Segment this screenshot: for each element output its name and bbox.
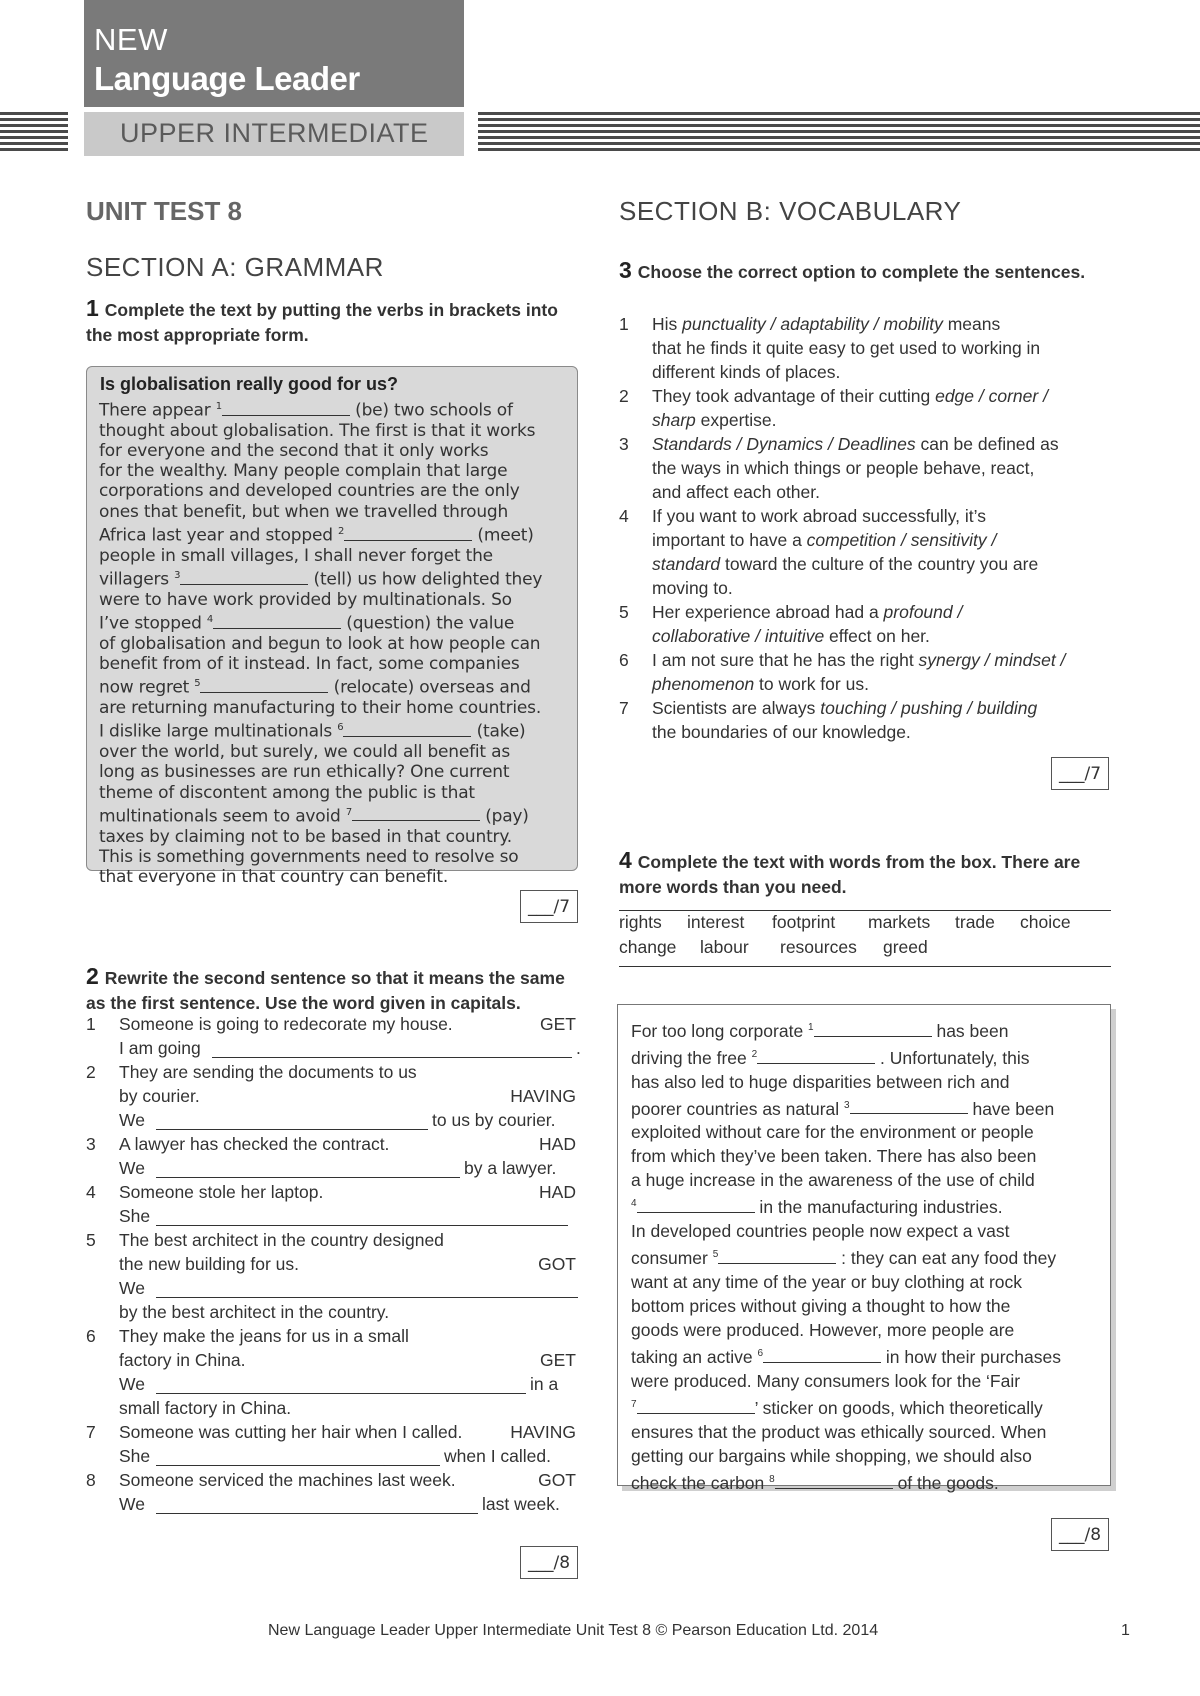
- rewrite-start: We: [119, 1278, 145, 1298]
- text-segment: This is something governments need to resolve so: [99, 846, 519, 867]
- gap-blank[interactable]: [757, 1049, 875, 1064]
- brand-new: NEW: [94, 22, 168, 57]
- text-segment: for everyone and the second that it only works: [99, 441, 489, 462]
- text-line: [99, 827, 574, 847]
- text-segment: were to have work provided by multinationals. So: [99, 589, 512, 610]
- answer-line[interactable]: [156, 1393, 526, 1394]
- text-segment: multinationals seem to avoid: [99, 806, 346, 827]
- text-segment: that everyone in that country can benefit.: [99, 867, 449, 888]
- text-segment: theme of discontent among the public is that: [99, 782, 475, 803]
- text-segment: thought about globalisation. The first is that it works: [99, 420, 536, 441]
- rewrite-end: in a: [530, 1374, 559, 1394]
- level-label: UPPER INTERMEDIATE: [120, 118, 429, 148]
- word-option: trade: [955, 912, 995, 932]
- footer-copyright: New Language Leader Upper Intermediate Unit Test 8 © Pearson Education Ltd. 2014: [268, 1622, 879, 1639]
- item-number: 1: [86, 1014, 96, 1034]
- text-segment: toward the culture of the country you are: [720, 554, 1039, 574]
- text-segment: can be defined as: [915, 434, 1059, 454]
- exercise-1-score[interactable]: ___/7: [520, 890, 578, 923]
- text-segment: If you want to work abroad successfully, it’s: [652, 506, 986, 526]
- sentence-line: [652, 336, 1040, 360]
- sentence-line: [652, 624, 930, 648]
- item-number: 2: [619, 386, 629, 406]
- text-segment: and affect each other.: [652, 482, 821, 502]
- rewrite-start: We: [119, 1494, 145, 1514]
- keyword: HAD: [539, 1134, 576, 1154]
- text-segment: to work for us.: [754, 674, 869, 694]
- text-line: [99, 867, 574, 887]
- text-line: [631, 1468, 1101, 1495]
- rewrite-start: We: [119, 1158, 145, 1178]
- text-line: [99, 654, 574, 674]
- text-segment: (question) the value: [341, 613, 515, 634]
- text-line: [99, 718, 574, 742]
- text-segment: Scientists are always: [652, 698, 821, 718]
- text-line: [631, 1192, 1101, 1219]
- sentence-line: [652, 720, 911, 744]
- original-sentence: Someone is going to redecorate my house.: [119, 1014, 453, 1034]
- sentence-line: [652, 432, 1059, 456]
- text-line: [99, 522, 574, 546]
- text-segment: For too long corporate: [631, 1020, 809, 1041]
- answer-line[interactable]: [156, 1465, 440, 1466]
- text-line: [631, 1120, 1101, 1144]
- rewrite-end: last week.: [482, 1494, 560, 1514]
- sentence-line: [652, 384, 1048, 408]
- text-segment: (take): [471, 721, 526, 742]
- text-line: [99, 783, 574, 803]
- original-sentence: Someone was cutting her hair when I called.: [119, 1422, 463, 1442]
- word-option: choice: [1020, 912, 1071, 932]
- option-choices[interactable]: sharp: [652, 410, 696, 430]
- item-number: 5: [86, 1230, 96, 1250]
- item-number: 3: [86, 1134, 96, 1154]
- rewrite-start: We: [119, 1110, 145, 1130]
- text-segment: of globalisation and begun to look at how people can: [99, 633, 541, 654]
- gap-number: 3: [844, 1099, 850, 1111]
- gap-blank[interactable]: [213, 614, 341, 629]
- text-segment: I dislike large multinationals: [99, 721, 338, 742]
- original-sentence: They make the jeans for us in a small: [119, 1326, 409, 1346]
- rewrite-end: to us by courier.: [432, 1110, 556, 1130]
- text-segment: that he finds it quite easy to get used to working in: [652, 338, 1041, 358]
- sentence-line: [652, 360, 840, 384]
- text-segment: the boundaries of our knowledge.: [652, 722, 911, 742]
- text-segment: ensures that the product was ethically sourced. When: [631, 1421, 1047, 1442]
- text-segment: has also led to huge disparities between rich and: [631, 1071, 1010, 1092]
- item-number: 5: [619, 602, 629, 622]
- gap-number: 4: [631, 1198, 637, 1210]
- text-line: [631, 1444, 1101, 1468]
- gap-blank[interactable]: [180, 570, 308, 585]
- word-option: footprint: [772, 912, 836, 932]
- text-segment: Africa last year and stopped: [99, 525, 339, 546]
- original-sentence-cont: the new building for us.: [119, 1254, 299, 1274]
- gap-blank[interactable]: [775, 1474, 893, 1489]
- sentence-line: [652, 528, 996, 552]
- text-segment: (tell) us how delighted they: [308, 569, 543, 590]
- text-segment: bottom prices without giving a thought to how the: [631, 1296, 1011, 1317]
- option-choices[interactable]: phenomenon: [652, 674, 755, 694]
- sentence-line: [652, 480, 820, 504]
- text-segment: : they can eat any food they: [836, 1248, 1057, 1269]
- text-line: [99, 566, 574, 590]
- text-line: [99, 502, 574, 522]
- text-segment: They took advantage of their cutting: [652, 386, 936, 406]
- text-segment: taxes by claiming not to be based in that country.: [99, 826, 512, 847]
- text-segment: There appear: [99, 400, 216, 421]
- sentence-line: [652, 600, 962, 624]
- exercise-2-score[interactable]: ___/8: [520, 1546, 578, 1579]
- gap-blank[interactable]: [637, 1198, 755, 1213]
- word-box-top-rule: [619, 910, 1111, 911]
- original-sentence-cont: by courier.: [119, 1086, 200, 1106]
- text-line: [631, 1243, 1101, 1270]
- text-line: [631, 1016, 1101, 1043]
- word-option: markets: [868, 912, 931, 932]
- text-line: [99, 421, 574, 441]
- gap-number: 8: [769, 1473, 775, 1485]
- original-sentence: The best architect in the country designed: [119, 1230, 444, 1250]
- text-line: [99, 441, 574, 461]
- original-sentence: They are sending the documents to us: [119, 1062, 417, 1082]
- text-line: [631, 1144, 1101, 1168]
- text-segment: goods were produced. However, more people are: [631, 1320, 1015, 1341]
- section-a-title: SECTION A: GRAMMAR: [86, 252, 384, 282]
- word-option: interest: [687, 912, 745, 932]
- gap-blank[interactable]: [637, 1399, 755, 1414]
- text-segment: in how their purchases: [881, 1346, 1061, 1367]
- text-line: [631, 1094, 1101, 1121]
- unit-title: UNIT TEST 8: [86, 196, 243, 226]
- text-line: [631, 1318, 1101, 1342]
- text-line: [631, 1219, 1101, 1243]
- gap-blank[interactable]: [343, 722, 471, 737]
- text-segment: different kinds of places.: [652, 362, 841, 382]
- text-line: [631, 1070, 1101, 1094]
- item-number: 4: [86, 1182, 96, 1202]
- text-segment: a huge increase in the awareness of the use of child: [631, 1170, 1035, 1191]
- page-number: 1: [1121, 1622, 1130, 1639]
- sentence-line: [652, 552, 1038, 576]
- gap-number: 1: [215, 401, 222, 412]
- original-sentence-cont: factory in China.: [119, 1350, 246, 1370]
- text-segment: means: [942, 314, 1001, 334]
- text-segment: are returning manufacturing to their home countries.: [99, 698, 542, 719]
- text-segment: His: [652, 314, 683, 334]
- gap-number: 2: [751, 1048, 758, 1060]
- gap-number: 2: [338, 525, 345, 537]
- keyword: GOT: [538, 1470, 576, 1490]
- text-segment: . Unfortunately, this: [875, 1047, 1030, 1068]
- option-choices[interactable]: edge / corner /: [935, 386, 1048, 406]
- consumer-text: [631, 1016, 1101, 1495]
- option-choices[interactable]: profound /: [883, 602, 963, 622]
- text-segment: have been: [967, 1098, 1055, 1119]
- answer-line[interactable]: [156, 1129, 428, 1130]
- section-b-title: SECTION B: VOCABULARY: [619, 196, 962, 226]
- answer-line[interactable]: [212, 1057, 572, 1058]
- sentence-line: [652, 696, 1037, 720]
- header-stripes-right: [478, 112, 1200, 152]
- text-segment: (meet): [472, 525, 534, 546]
- sentence-line: [652, 648, 1065, 672]
- gap-number: 6: [337, 722, 344, 734]
- exercise-4-instruction: 4 Complete the text with words from the box. There are more words than you need.: [619, 847, 1081, 897]
- item-number: 7: [86, 1422, 96, 1442]
- text-segment: Her experience abroad had a: [652, 602, 884, 622]
- item-number: 8: [86, 1470, 96, 1490]
- text-segment: taking an active: [631, 1346, 758, 1367]
- gap-number: 5: [194, 678, 201, 690]
- gap-number: 3: [174, 569, 181, 581]
- text-line: [631, 1342, 1101, 1369]
- text-segment: ones that benefit, but when we travelled through: [99, 501, 509, 522]
- text-segment: effect on her.: [824, 626, 930, 646]
- option-choices[interactable]: Standards / Dynamics / Deadlines: [652, 434, 916, 454]
- text-segment: (pay): [479, 806, 529, 827]
- gap-number: 5: [712, 1249, 719, 1261]
- text-line: [99, 674, 574, 698]
- rewrite-start: She: [119, 1206, 151, 1226]
- gap-number: 4: [206, 614, 214, 625]
- text-segment: over the world, but surely, we could all benefit as: [99, 742, 510, 763]
- text-line: [631, 1369, 1101, 1393]
- text-line: [99, 546, 574, 566]
- answer-line[interactable]: [156, 1513, 478, 1514]
- gap-blank[interactable]: [718, 1249, 836, 1264]
- original-sentence: Someone stole her laptop.: [119, 1182, 324, 1202]
- gap-number: 1: [808, 1022, 814, 1033]
- answer-line[interactable]: [156, 1297, 578, 1298]
- text-line: [99, 590, 574, 610]
- text-segment: poorer countries as natural: [631, 1098, 845, 1119]
- rewrite-start: We: [119, 1374, 145, 1394]
- text-segment: villagers: [99, 569, 175, 590]
- text-line: [99, 397, 574, 421]
- text-line: [631, 1393, 1101, 1420]
- word-option: resources: [780, 937, 857, 957]
- text-segment: I’ve stopped: [99, 613, 207, 634]
- text-segment: for the wealthy. Many people complain that large: [99, 461, 508, 482]
- rewrite-end: .: [576, 1038, 581, 1058]
- gap-blank[interactable]: [222, 401, 350, 416]
- text-segment: exploited without care for the environment or people: [631, 1122, 1034, 1143]
- original-sentence: A lawyer has checked the contract.: [119, 1134, 390, 1154]
- rewrite-end: when I called.: [444, 1446, 552, 1466]
- globalisation-text: [99, 397, 574, 887]
- sentence-line: [652, 672, 869, 696]
- rewrite-cont: by the best architect in the country.: [119, 1302, 390, 1322]
- option-choices[interactable]: synergy / mindset /: [918, 650, 1066, 670]
- text-segment: want at any time of the year or buy clothing at rock: [631, 1272, 1023, 1293]
- sentence-line: [652, 408, 777, 432]
- text-segment: check the carbon: [631, 1472, 770, 1493]
- text-segment: ’ sticker on goods, which theoretically: [754, 1397, 1043, 1418]
- text-segment: (be) two schools of: [349, 400, 513, 421]
- text-line: [99, 634, 574, 654]
- option-choices[interactable]: touching / pushing / building: [820, 698, 1038, 718]
- rewrite-start: I am going: [119, 1038, 201, 1058]
- item-number: 2: [86, 1062, 96, 1082]
- keyword: GET: [540, 1014, 576, 1034]
- gap-blank[interactable]: [352, 806, 480, 821]
- text-line: [99, 461, 574, 481]
- exercise-3-score[interactable]: ___/7: [1051, 757, 1109, 790]
- keyword: GET: [540, 1350, 576, 1370]
- text-segment: In developed countries people now expect a vast: [631, 1221, 1010, 1242]
- text-segment: I am not sure that he has the right: [652, 650, 919, 670]
- text-segment: people in small villages, I shall never forget the: [99, 545, 493, 566]
- text-segment: driving the free: [631, 1047, 752, 1068]
- text-segment: (relocate) overseas and: [328, 677, 531, 698]
- answer-line[interactable]: [156, 1225, 568, 1226]
- text-segment: the ways in which things or people behave, react,: [652, 458, 1035, 478]
- item-number: 7: [619, 698, 629, 718]
- text-segment: in the manufacturing industries.: [754, 1197, 1003, 1218]
- word-option: rights: [619, 912, 662, 932]
- gap-number: 7: [345, 806, 352, 818]
- rewrite-cont: small factory in China.: [119, 1398, 292, 1418]
- text-segment: benefit from of it instead. In fact, some companies: [99, 654, 520, 675]
- text-line: [99, 698, 574, 718]
- text-line: [99, 762, 574, 782]
- keyword: GOT: [538, 1254, 576, 1274]
- answer-line[interactable]: [156, 1177, 460, 1178]
- item-number: 4: [619, 506, 629, 526]
- text-line: [631, 1043, 1101, 1070]
- brand-name: Language Leader: [94, 60, 360, 97]
- rewrite-start: She: [119, 1446, 151, 1466]
- exercise-2-instruction: 2 Rewrite the second sentence so that it means the same as the first sentence. Use the word given in capitals.: [86, 963, 565, 1013]
- option-choices[interactable]: punctuality / adaptability / mobility: [682, 314, 943, 334]
- keyword: HAVING: [510, 1086, 576, 1106]
- text-line: [99, 742, 574, 762]
- item-number: 3: [619, 434, 629, 454]
- text-segment: has been: [931, 1020, 1009, 1041]
- text-line: [99, 481, 574, 501]
- exercise-4-score[interactable]: ___/8: [1051, 1518, 1109, 1551]
- text-line: [631, 1168, 1101, 1192]
- word-option: change: [619, 937, 677, 957]
- text-segment: long as businesses are run ethically? One current: [99, 762, 510, 783]
- text-line: [631, 1270, 1101, 1294]
- text-line: [631, 1420, 1101, 1444]
- text-line: [631, 1294, 1101, 1318]
- sentence-line: [652, 312, 1000, 336]
- rewrite-end: by a lawyer.: [464, 1158, 557, 1178]
- option-choices[interactable]: competition / sensitivity /: [806, 530, 997, 550]
- word-option: greed: [883, 937, 928, 957]
- exercise-3-instruction: 3 Choose the correct option to complete the sentences.: [619, 257, 1086, 283]
- exercise-1-instruction: 1 Complete the text by putting the verbs in brackets into the most appropriate form.: [86, 295, 558, 345]
- sentence-line: [652, 456, 1034, 480]
- gap-number: 7: [631, 1398, 637, 1410]
- item-number: 6: [619, 650, 629, 670]
- header-stripes-left: [0, 112, 68, 152]
- word-box-bottom-rule: [619, 966, 1111, 967]
- gap-blank[interactable]: [344, 526, 472, 541]
- gap-blank[interactable]: [763, 1348, 881, 1363]
- text-segment: important to have a: [652, 530, 807, 550]
- gap-blank[interactable]: [814, 1022, 932, 1037]
- text-line: [99, 610, 574, 634]
- sentence-line: [652, 504, 986, 528]
- text-line: [99, 847, 574, 867]
- gap-blank[interactable]: [850, 1099, 968, 1114]
- text-segment: corporations and developed countries are the only: [99, 481, 520, 502]
- text-segment: moving to.: [652, 578, 733, 598]
- gap-number: 6: [757, 1348, 764, 1360]
- text-segment: from which they’ve been taken. There has also been: [631, 1146, 1037, 1167]
- option-choices[interactable]: collaborative / intuitive: [652, 626, 825, 646]
- gap-blank[interactable]: [200, 678, 328, 693]
- text-segment: were produced. Many consumers look for the ‘Fair: [631, 1370, 1021, 1391]
- text-segment: now regret: [99, 677, 195, 698]
- option-choices[interactable]: standard: [652, 554, 721, 574]
- keyword: HAD: [539, 1182, 576, 1202]
- item-number: 1: [619, 314, 629, 334]
- text-segment: expertise.: [695, 410, 777, 430]
- text-box-title: Is globalisation really good for us?: [100, 374, 399, 394]
- text-line: [99, 803, 574, 827]
- word-option: labour: [700, 937, 749, 957]
- item-number: 6: [86, 1326, 96, 1346]
- original-sentence: Someone serviced the machines last week.: [119, 1470, 456, 1490]
- text-segment: consumer: [631, 1248, 713, 1269]
- text-segment: of the goods.: [892, 1472, 999, 1493]
- keyword: HAVING: [510, 1422, 576, 1442]
- text-segment: getting our bargains while shopping, we should also: [631, 1445, 1032, 1466]
- sentence-line: [652, 576, 733, 600]
